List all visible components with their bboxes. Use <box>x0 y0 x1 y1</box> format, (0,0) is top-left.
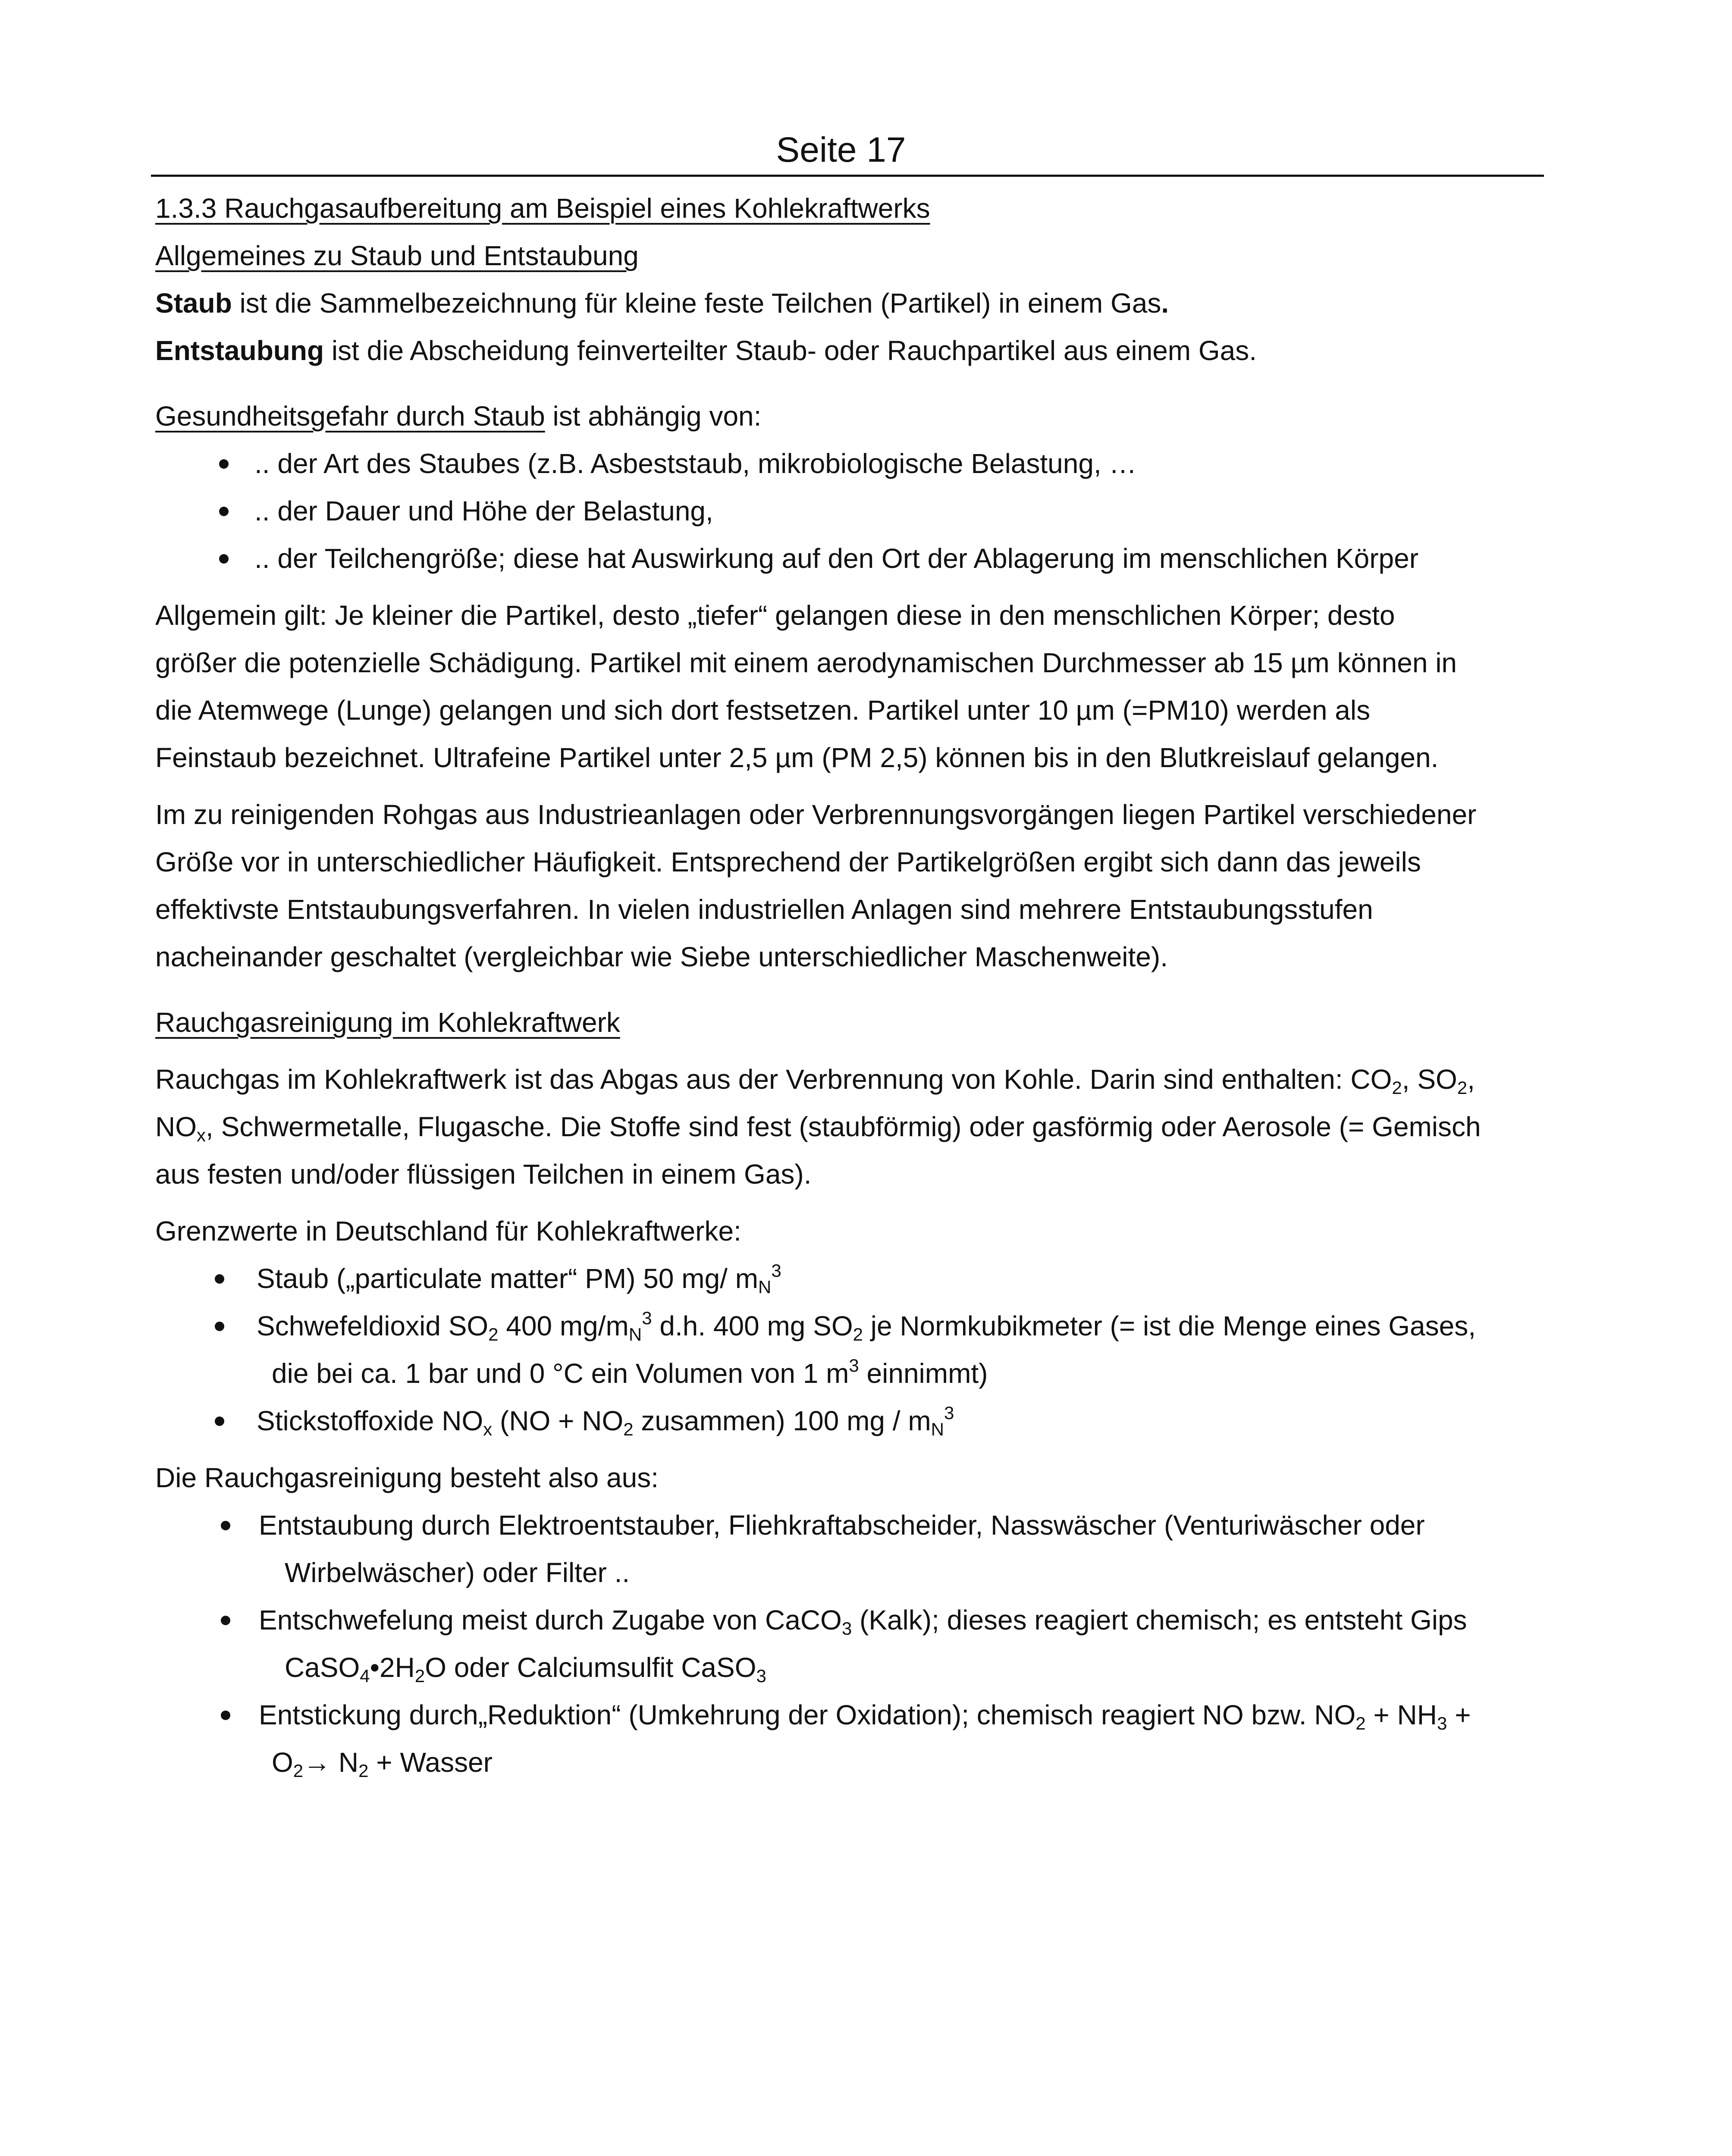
bullet-icon <box>221 1616 230 1625</box>
list-item: Entstaubung durch Elektroentstauber, Fliehkraftabscheider, Nasswäscher (Venturiwäscher oder <box>155 1501 1587 1549</box>
bullet-icon <box>219 507 229 516</box>
paragraph-rohgas: Im zu reinigenden Rohgas aus Industrieanlagen oder Verbrennungsvorgängen liegen Partikel verschiedener Größe vor in unterschiedlicher Häufigkeit. Entsprechend der Partikelgrößen ergibt sich dann das jeweils effektivste Entstaubungsverfahren. In vielen industriellen Anlagen sind mehrere Entstaubungsstufen nacheinander geschaltet (vergleichbar wie Siebe unterschiedlicher Maschenweite). <box>155 799 1477 972</box>
page-content <box>155 185 1587 1786</box>
page-number-header: Seite 17 <box>776 130 906 169</box>
cleaning-heading: Die Rauchgasreinigung besteht also aus: <box>155 1462 659 1493</box>
list-item: Entschwefelung meist durch Zugabe von CaCO$_3$ (Kalk); dieses reagiert chemisch; es entsteht Gips <box>155 1596 1587 1644</box>
list-item-continuation: die bei ca. 1 bar und 0 °C ein Volumen von 1 $m^3$ einnimmt) <box>272 1355 988 1389</box>
term-entstaubung: Entstaubung <box>155 335 324 366</box>
paragraph-particle-size: Allgemein gilt: Je kleiner die Partikel, desto „tiefer“ gelangen diese in den menschlichen Körper; desto größer die potenzielle Schädigung. Partikel mit einem aerodynamischen Durchmesser ab 15 µm können in die Atemwege (Lunge) gelangen und sich dort festsetzen. Partikel unter 10 µm (=PM10) werden als Feinstaub bezeichnet. Ultrafeine Partikel unter 2,5 µm (PM 2,5) können bis in den Blutkreislauf gelangen. <box>155 600 1457 773</box>
bullet-icon <box>215 1416 224 1426</box>
section-title: 1.3.3 Rauchgasaufbereitung am Beispiel eines Kohlekraftwerks <box>155 193 930 224</box>
list-item: Schwefeldioxid $SO_2$ 400 $mg/m_N^3$ d.h. 400 mg $SO_2$ je Normkubikmeter (= ist die Menge eines Gases, <box>155 1302 1587 1350</box>
list-item: Staub („particulate matter“ PM) 50 mg/ $m_N^3$ <box>155 1255 1587 1302</box>
bullet-icon <box>219 554 229 564</box>
section-subtitle: Allgemeines zu Staub und Entstaubung <box>155 240 639 271</box>
bullet-icon <box>215 1274 224 1284</box>
bullet-icon <box>221 1521 230 1530</box>
list-item-continuation: $CaSO_4•2H_2O$ oder Calciumsulfit CaSO$_3$ <box>285 1652 766 1686</box>
health-factor-list <box>155 440 1587 582</box>
list-item-continuation: $O_2\to N_2$ + Wasser <box>272 1747 493 1781</box>
list-item: .. der Dauer und Höhe der Belastung, <box>155 487 1587 535</box>
arrow-right-icon: → <box>303 1747 331 1778</box>
list-item-continuation: Wirbelwäscher) oder Filter .. <box>285 1557 630 1588</box>
bullet-icon <box>221 1711 230 1720</box>
list-item: Stickstoffoxide $NO_x$ ($NO + NO_2$ zusammen) 100 mg / $m_N^3$ <box>155 1397 1587 1445</box>
header-rule <box>151 175 1544 177</box>
list-item: Entstickung durch„Reduktion“ (Umkehrung der Oxidation); chemisch reagiert NO bzw. $NO_2 + NH_3$ + <box>155 1691 1587 1739</box>
definition-entstaubung: Entstaubung ist die Abscheidung feinverteilter Staub- oder Rauchpartikel aus einem Gas. <box>155 335 1257 366</box>
bullet-icon <box>215 1322 224 1331</box>
list-item: .. der Art des Staubes (z.B. Asbeststaub, mikrobiologische Belastung, … <box>155 440 1587 487</box>
term-staub: Staub <box>155 288 232 319</box>
cleaning-steps-list <box>155 1501 1587 1786</box>
list-item: .. der Teilchengröße; diese hat Auswirkung auf den Ort der Ablagerung im menschlichen Körper <box>155 535 1587 582</box>
bullet-icon <box>219 459 229 469</box>
rauchgas-heading: Rauchgasreinigung im Kohlekraftwerk <box>155 1007 620 1038</box>
paragraph-rauchgas: Rauchgas im Kohlekraftwerk ist das Abgas aus der Verbrennung von Kohle. Darin sind enthalten: $CO_2$, $SO_2$, $NO_x$, Schwermetalle, Flugasche. Die Stoffe sind fest (staubförmig) oder gasförmig oder Aerosole (= Gemisch aus festen und/oder flüssigen Teilchen in einem Gas). <box>155 1064 1481 1190</box>
limits-list <box>155 1255 1587 1445</box>
health-heading: Gesundheitsgefahr durch Staub ist abhängig von: <box>155 401 762 432</box>
limits-heading: Grenzwerte in Deutschland für Kohlekraftwerke: <box>155 1216 741 1247</box>
definition-staub: Staub ist die Sammelbezeichnung für kleine feste Teilchen (Partikel) in einem Gas. <box>155 288 1169 319</box>
